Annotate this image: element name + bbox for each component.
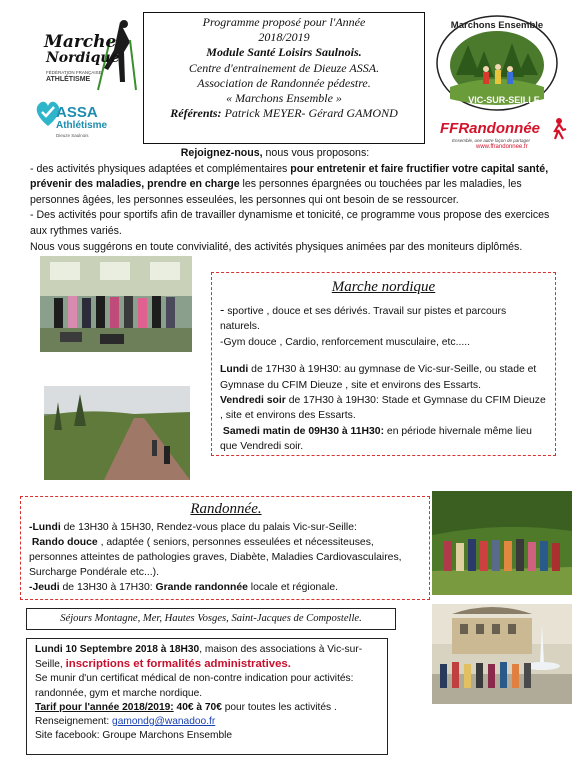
forest-group-photo xyxy=(432,491,572,595)
randonnee-section xyxy=(20,496,430,600)
ffrando-logo-tagline: Ensemble, une autre façon de partager xyxy=(452,138,531,143)
inscription-certificat: Se munir d'un certificat médical de non-contre indication pour activités: randonnée, gym et marche nordique. xyxy=(35,673,354,699)
marche-nordique-section xyxy=(211,272,556,456)
rando-douce: Rando douce , adaptée ( seniors, personnes esseulées et nécessiteuses, personnes atteintes de pathologies graves, Diabète, Maladies Cardiovasculaires, Surcharge Pondérale etc...). xyxy=(29,537,402,578)
marche-logo-text-2: Nordique xyxy=(46,50,120,66)
marche-nordique-title: Marche nordique xyxy=(331,279,436,295)
marche-samedi: Samedi matin de 09H30 à 11H30: en période hivernale même lieu que Vendredi soir. xyxy=(220,425,532,453)
header-centre: Centre d'entrainement de Dieuze ASSA. xyxy=(188,60,380,75)
intro-paragraph-1: - des activités physiques adaptées et complémentaires pour entretenir et faire fructifier votre capital santé, prévenir des maladies, prendre en charge les personnes épargnées ou touchées par les maladies, les personnes âgées, les personnes esseulées, les personnes qui ont besoin de se ressourcer. xyxy=(30,162,549,206)
intro-heading: Rejoignez-nous, nous vous proposons: xyxy=(180,147,370,159)
ffrando-logo-url: www.ffrandonnee.fr xyxy=(476,144,528,150)
inscription-section xyxy=(26,638,388,755)
header-association: Association de Randonnée pédestre. xyxy=(197,75,371,90)
rando-jeudi: -Jeudi de 13H30 à 17H30: Grande randonnée locale et régionale. xyxy=(29,582,339,593)
randonnee-title: Randonnée. xyxy=(190,501,262,517)
inscription-tarif: Tarif pour l'année 2018/2019: 40€ à 70€ pour toutes les activités . xyxy=(35,701,337,713)
inscription-renseignement: Renseignement: gamondg@wanadoo.fr xyxy=(35,716,216,728)
marchons-logo-bottom: VIC-SUR-SEILLE xyxy=(468,95,540,105)
email-link[interactable]: gamondg@wanadoo.fr xyxy=(112,716,216,728)
marche-desc-2: -Gym douce , Cardio, renforcement musculaire, etc..... xyxy=(220,336,471,348)
gym-group-photo xyxy=(40,256,192,352)
assa-logo-tag: Dieuze Saulnois xyxy=(56,133,89,138)
intro-text xyxy=(30,146,560,255)
header-marchons: « Marchons Ensemble » xyxy=(226,91,342,106)
assa-logo-text: ASSA xyxy=(56,104,98,121)
marche-logo-sub-1: FÉDÉRATION FRANÇAISE xyxy=(46,70,102,75)
assa-logo xyxy=(34,98,134,142)
intro-paragraph-2: - Des activités pour sportifs afin de travailler dynamisme et tonicité, ce programme vous propose des exercices aux rythmes variés. xyxy=(30,209,550,237)
program-header-box xyxy=(143,12,425,144)
marche-desc-1: - sportive , douce et ses dérivés. Travail sur pistes et parcours naturels. xyxy=(220,302,507,333)
marchons-logo-top: Marchons Ensemble xyxy=(450,20,544,31)
intro-paragraph-3: Nous vous suggérons en toute convivialité, des activités physiques animées par des moniteurs diplômés. xyxy=(30,240,523,253)
rando-lundi: -Lundi de 13H30 à 15H30, Rendez-vous place du palais Vic-sur-Seille: xyxy=(29,522,357,533)
inscription-facebook: Site facebook: Groupe Marchons Ensemble xyxy=(35,730,233,742)
sejours-box: Séjours Montagne, Mer, Hautes Vosges, Saint-Jacques de Compostelle. xyxy=(26,608,396,630)
marche-logo-text-1: Marche xyxy=(44,32,117,52)
marche-nordique-body xyxy=(220,302,547,455)
assa-logo-sub: Athlétisme xyxy=(56,120,108,131)
header-year: 2018/2019 xyxy=(258,30,310,45)
ffrando-walker-icon xyxy=(550,118,568,140)
randonnee-body xyxy=(29,520,423,595)
header-referents: Référents: Patrick MEYER- Gérard GAMOND xyxy=(170,106,398,121)
marche-vendredi: Vendredi soir de 17H30 à 19H30: Stade et Gymnase du CFIM Dieuze , site et environs des Essarts. xyxy=(220,395,546,422)
marchons-ensemble-logo xyxy=(436,15,558,111)
ffrando-logo-text: FFRandonnée xyxy=(440,120,540,137)
walking-path-photo xyxy=(44,386,190,480)
inscription-date: Lundi 10 Septembre 2018 à 18H30, maison des associations à Vic-sur-Seille, inscriptions et formalités administratives. xyxy=(35,644,363,671)
marche-logo-sub-2: ATHLÉTISME xyxy=(46,76,91,83)
fountain-group-photo xyxy=(432,604,572,704)
header-module: Module Santé Loisirs Saulnois. xyxy=(206,45,362,60)
marche-lundi: Lundi de 17H30 à 19H30: au gymnase de Vic-sur-Seille, ou stade et Gymnase du CFIM Dieuze , site et environs des Essarts. xyxy=(220,364,537,391)
header-line-1: Programme proposé pour l'Année xyxy=(202,15,366,29)
marche-nordique-logo xyxy=(40,18,140,96)
